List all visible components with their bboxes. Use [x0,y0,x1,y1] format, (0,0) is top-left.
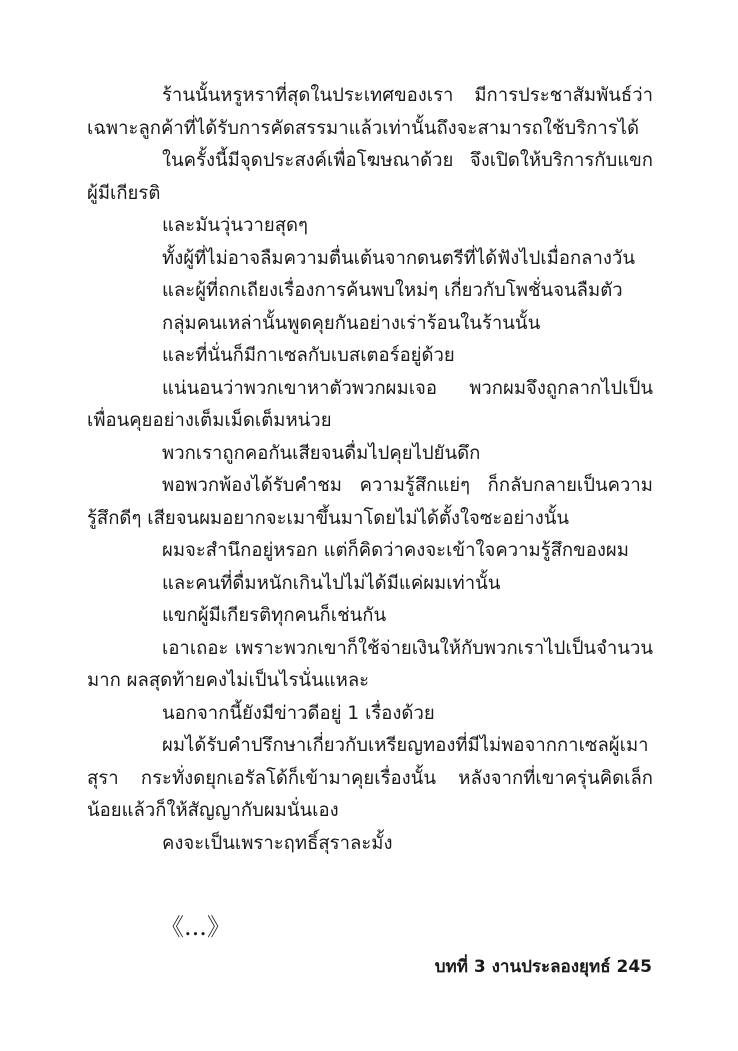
paragraph-4: ทั้งผู้ที่ไม่อาจลืมความตื่นเต้นจากดนตรีที่ได้ฟังไปเมื่อกลางวัน [162,247,635,269]
paragraph-7: และที่นั่นก็มีกาเซลกับเบสเตอร์อยู่ด้วย [162,345,455,366]
paragraph-17: คงจะเป็นเพราะฤทธิ์สุราละมั้ง [162,832,393,854]
paragraph-2: ในครั้งนี้มีจุดประสงค์เพื่อโฆษณาด้วย จึงเปิดให้บริการกับแขกผู้มีเกียรติ [87,150,653,204]
section-end-mark: 《...》 [160,913,231,941]
paragraph-12: และคนที่ดื่มหนักเกินไปไม่ได้มีแค่ผมเท่านั้น [162,572,501,594]
paragraph-10: พอพวกพ้องได้รับคำชม ความรู้สึกแย่ๆ ก็กลับกลายเป็นความรู้สึกดีๆ เสียจนผมอยากจะเมาขึ้นมาโดยไม่ได้ตั้งใจซะอย่างนั้น [87,475,653,529]
paragraph-9: พวกเราถูกคอกันเสียจนดื่มไปคุยไปยันดึก [162,442,481,464]
paragraph-13: แขกผู้มีเกียรติทุกคนก็เช่นกัน [162,605,387,626]
paragraph-5: และผู้ที่ถกเถียงเรื่องการค้นพบใหม่ๆ เกี่ยวกับโพชั่นจนลืมตัว [162,280,623,301]
body-text [87,80,653,860]
page-footer: บทที่ 3 งานประลองยุทธ์ 245 [434,957,652,977]
paragraph-14: เอาเถอะ เพราะพวกเขาก็ใช้จ่ายเงินให้กับพวกเราไปเป็นจำนวนมาก ผลสุดท้ายคงไม่เป็นไรนั่นแหละ [87,637,653,691]
paragraph-3: และมันวุ่นวายสุดๆ [162,215,308,236]
paragraph-6: กลุ่มคนเหล่านั้นพูดคุยกันอย่างเร่าร้อนในร้านนั้น [162,312,541,334]
paragraph-16: ผมได้รับคำปรึกษาเกี่ยวกับเหรียญทองที่มีไม่พอจากกาเซลผู้เมาสุรา กระทั่งดยุกเอรัลโด้ก็เข้ามาคุยเรื่องนั้น หลังจากที่เขาครุ่นคิดเล็กน้อยแล้วก็ให้สัญญากับผมนั่นเอง [87,735,653,821]
paragraph-1: ร้านนั้นหรูหราที่สุดในประเทศของเรา มีการประชาสัมพันธ์ว่าเฉพาะลูกค้าที่ได้รับการคัดสรรมาแล้วเท่านั้นถึงจะสามารถใช้บริการได้ [87,85,653,139]
paragraph-11: ผมจะสำนึกอยู่หรอก แต่ก็คิดว่าคงจะเข้าใจความรู้สึกของผม [162,540,629,561]
paragraph-8: แน่นอนว่าพวกเขาหาตัวพวกผมเจอ พวกผมจึงถูกลากไปเป็นเพื่อนคุยอย่างเต็มเม็ดเต็มหน่วย [87,377,653,431]
paragraph-15: นอกจากนี้ยังมีข่าวดีอยู่ 1 เรื่องด้วย [162,702,435,724]
